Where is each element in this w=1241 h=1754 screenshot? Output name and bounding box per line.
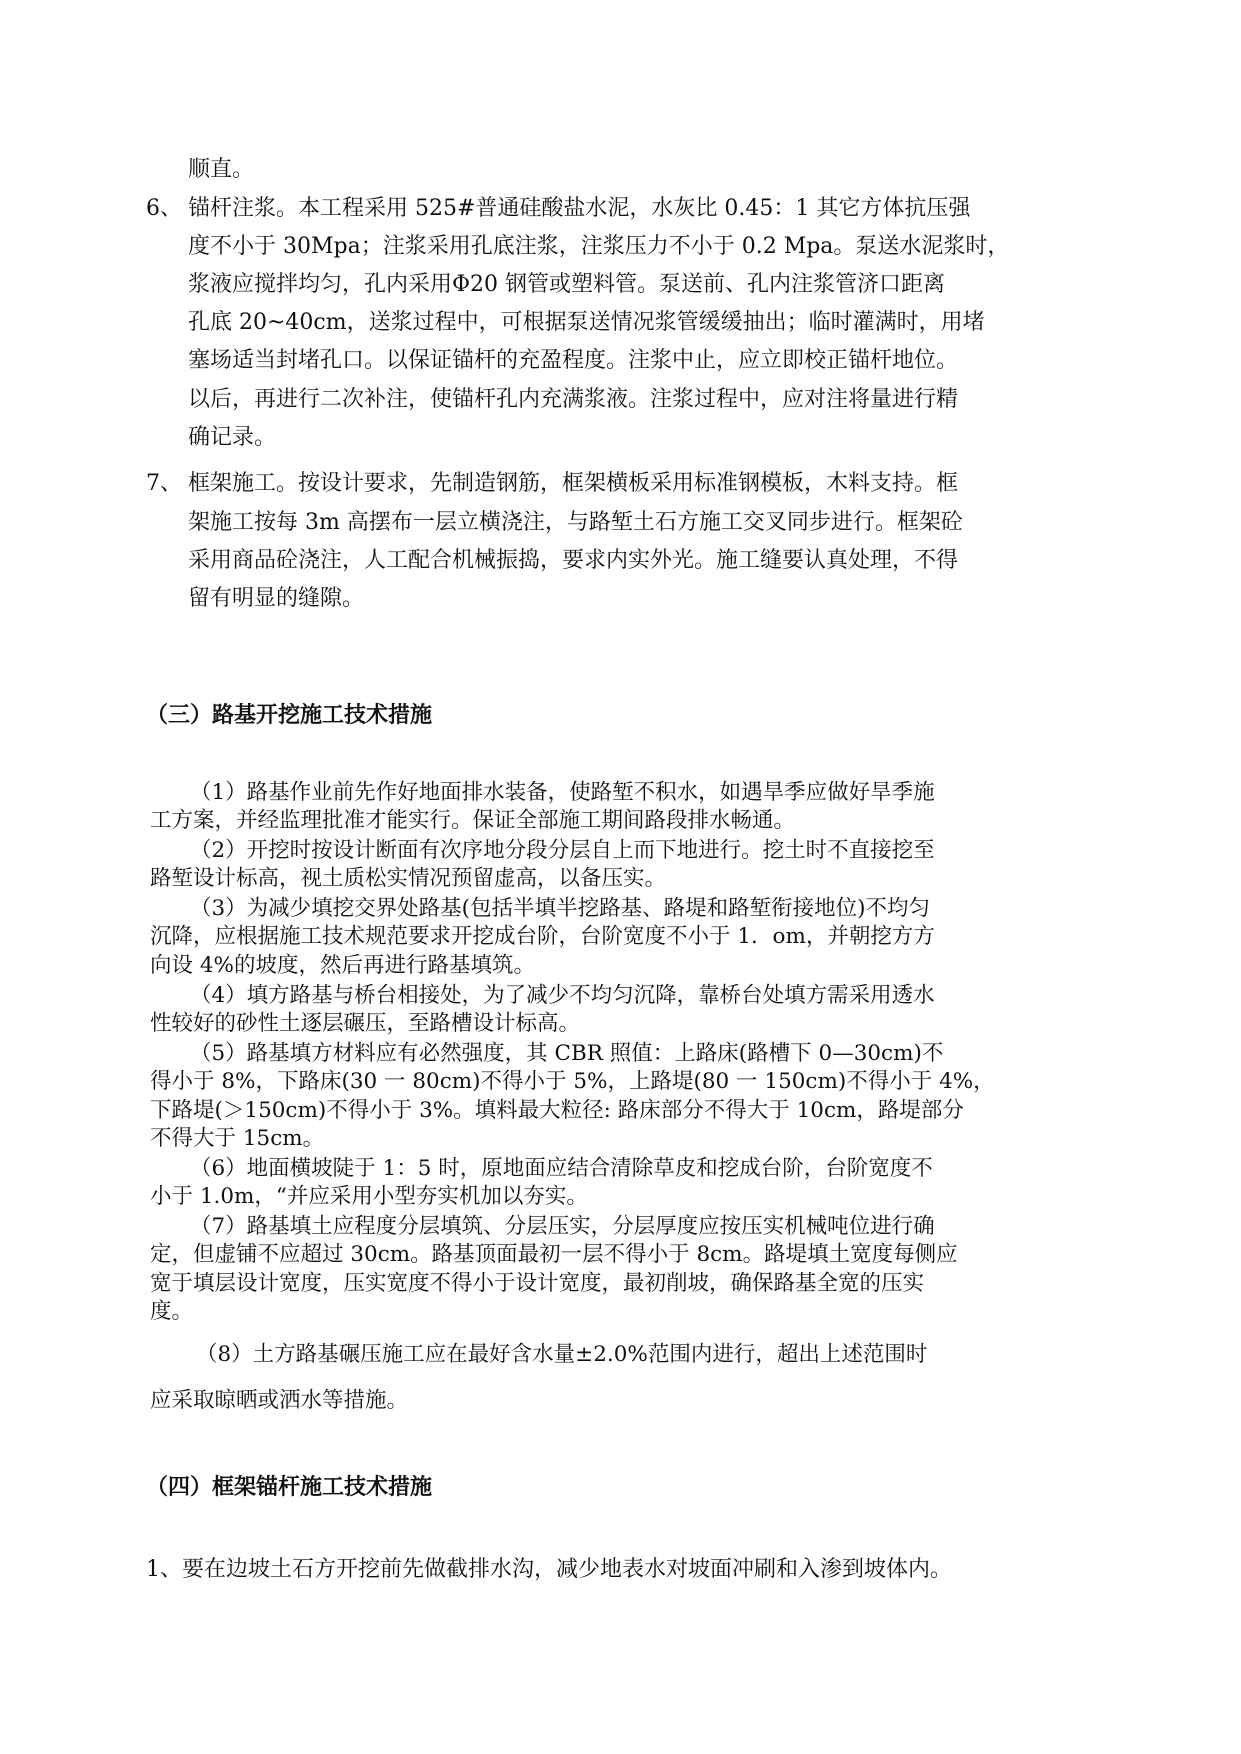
paragraph-line: 度。: [150, 1299, 194, 1324]
section-heading: （四）框架锚杆施工技术措施: [146, 1475, 433, 1500]
paragraph-line: 定，但虚铺不应超过 30cm。路基顶面最初一层不得小于 8cm。路堤填土宽度每侧应: [150, 1242, 958, 1267]
paragraph-line: （8）土方路基碾压施工应在最好含水量±2.0%范围内进行，超出上述范围时: [196, 1342, 928, 1367]
paragraph-line: 得小于 8%，下路床(30 一 80cm)不得小于 5%，上路堤(80 一 150cm)不得小于 4%，: [150, 1069, 995, 1094]
paragraph-line: 下路堤(＞150cm)不得小于 3%。填料最大粒径: 路床部分不得大于 10cm，路堤部分: [150, 1098, 964, 1123]
list-item-line: 孔底 20~40cm，送浆过程中，可根据泵送情况浆管缓缓抽出；临时灌满时，用堵: [188, 310, 985, 335]
list-item-line: 锚杆注浆。本工程采用 525#普通硅酸盐水泥，水灰比 0.45：1 其它方体抗压强: [188, 196, 971, 221]
list-item-line: 采用商品砼浇注，人工配合机械振捣，要求内实外光。施工缝要认真处理，不得: [188, 548, 959, 573]
list-item-line: 确记录。: [188, 425, 277, 450]
paragraph-line: （3）为减少填挖交界处路基(包括半填半挖路基、路堤和路堑衔接地位)不均匀: [190, 896, 930, 921]
list-item-line: 度不小于 30Mpa；注浆采用孔底注浆，注浆压力不小于 0.2 Mpa。泵送水泥浆时，: [188, 234, 1010, 259]
list-item-number: 7、: [146, 471, 182, 496]
list-item-line: 以后，再进行二次补注，使锚杆孔内充满浆液。注浆过程中，应对注将量进行精: [188, 387, 959, 412]
list-item-line: 塞场适当封堵孔口。以保证锚杆的充盈程度。注浆中止，应立即校正锚杆地位。: [188, 348, 959, 373]
list-item-line: 架施工按每 3m 高摆布一层立横浇注，与路堑土石方施工交叉同步进行。框架砼: [188, 510, 963, 535]
paragraph-line: （6）地面横坡陡于 1：5 时，原地面应结合清除草皮和挖成台阶，台阶宽度不: [190, 1156, 933, 1181]
paragraph-line: 小于 1.0m，“并应采用小型夯实机加以夯实。: [150, 1184, 588, 1209]
paragraph-line: 宽于填层设计宽度，压实宽度不得小于设计宽度，最初削坡，确保路基全宽的压实: [150, 1271, 925, 1296]
paragraph-line: （1）路基作业前先作好地面排水装备，使路堑不积水，如遇旱季应做好旱季施: [190, 780, 935, 805]
list-item-line: 留有明显的缝隙。: [188, 586, 365, 611]
list-continuation: 顺直。: [188, 157, 255, 182]
list-item-number: 6、: [146, 196, 182, 221]
paragraph-line: 应采取晾晒或洒水等措施。: [150, 1388, 409, 1413]
section-heading: （三）路基开挖施工技术措施: [146, 703, 433, 728]
paragraph-line: 向设 4%的坡度，然后再进行路基填筑。: [150, 953, 535, 978]
paragraph-line: 性较好的砂性土逐层碾压，至路槽设计标高。: [150, 1011, 581, 1036]
paragraph-line: （5）路基填方材料应有必然强度，其 CBR 照值：上路床(路槽下 0—30cm)不: [190, 1041, 944, 1066]
list-item-line: 浆液应搅拌均匀，孔内采用Φ20 钢管或塑料管。泵送前、孔内注浆管济口距离: [188, 272, 946, 297]
paragraph-line: （2）开挖时按设计断面有次序地分段分层自上而下地进行。挖土时不直接挖至: [190, 838, 935, 863]
paragraph-line: 路堑设计标高，视土质松实情况预留虚高，以备压实。: [150, 866, 667, 891]
paragraph-line: 工方案，并经监理批准才能实行。保证全部施工期间路段排水畅通。: [150, 808, 796, 833]
list-item-line: 框架施工。按设计要求，先制造钢筋，框架横板采用标准钢模板，木料支持。框: [188, 471, 959, 496]
paragraph-line: （7）路基填土应程度分层填筑、分层压实，分层厚度应按压实机械吨位进行确: [190, 1214, 935, 1239]
paragraph-line: 不得大于 15cm。: [150, 1126, 325, 1151]
paragraph-line: 沉降，应根据施工技术规范要求开挖成台阶，台阶宽度不小于 1．om，并朝挖方方: [150, 924, 935, 949]
paragraph-line: （4）填方路基与桥台相接处，为了减少不均匀沉降，靠桥台处填方需采用透水: [190, 983, 935, 1008]
list-item-line: 1、要在边坡土石方开挖前先做截排水沟，减少地表水对坡面冲刷和入渗到坡体内。: [146, 1557, 952, 1582]
